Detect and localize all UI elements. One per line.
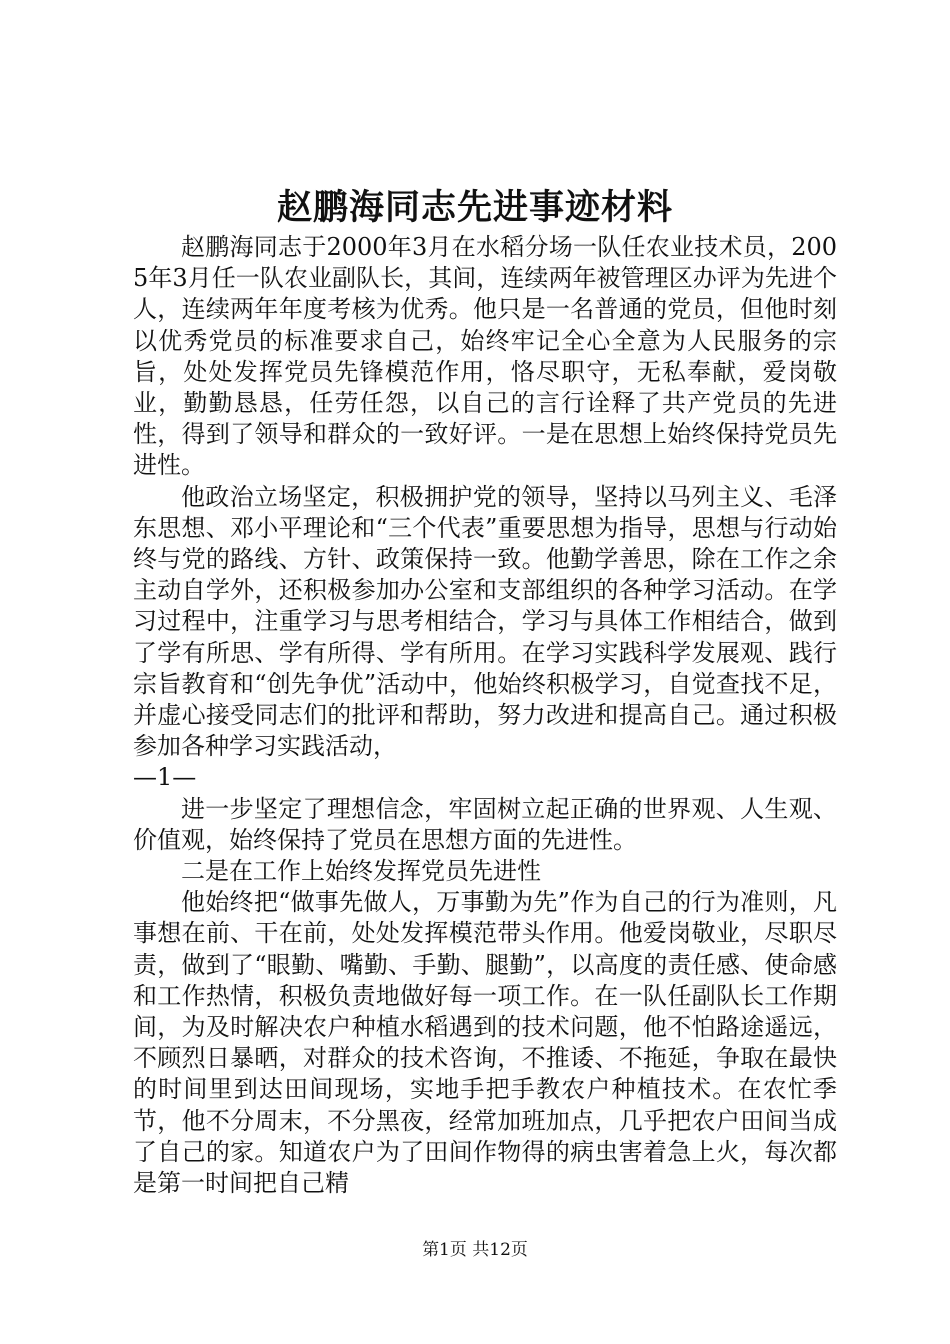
paragraph: 他政治立场坚定，积极拥护党的领导，坚持以马列主义、毛泽东思想、邓小平理论和“三个代表”重要思想为指导，思想与行动始终与党的路线、方针、政策保持一致。他勤学善思，除在工作之余主动自学外，还积极参加办公室和支部组织的各种学习活动。在学习过程中，注重学习与思考相结合，学习与具体工作相结合，做到了学有所思、学有所得、学有所用。在学习实践科学发展观、践行宗旨教育和“创先争优”活动中，他始终积极学习，自觉查找不足，并虚心接受同志们的批评和帮助，努力改进和提高自己。通过积极参加各种学习实践活动， — [133, 482, 837, 761]
section-heading: 二是在工作上始终发挥党员先进性 — [181, 857, 541, 886]
page-marker: —1— — [133, 763, 197, 792]
document-body — [133, 232, 837, 1199]
page-footer: 第1页 共12页 — [422, 1240, 528, 1260]
document-title: 赵鹏海同志先进事迹材料 — [276, 187, 673, 228]
paragraph: 赵鹏海同志于2000年3月在水稻分场一队任农业技术员，2005年3月任一队农业副队长，其间，连续两年被管理区办评为先进个人，连续两年年度考核为优秀。他只是一名普通的党员，但他时刻以优秀党员的标准要求自己，始终牢记全心全意为人民服务的宗旨，处处发挥党员先锋模范作用，恪尽职守，无私奉献，爱岗敬业，勤勤恳恳，任劳任怨，以自己的言行诠释了共产党员的先进性，得到了领导和群众的一致好评。一是在思想上始终保持党员先进性。 — [133, 233, 837, 480]
paragraph: 他始终把“做事先做人，万事勤为先”作为自己的行为准则，凡事想在前、干在前，处处发挥模范带头作用。他爱岗敬业，尽职尽责，做到了“眼勤、嘴勤、手勤、腿勤”，以高度的责任感、使命感和工作热情，积极负责地做好每一项工作。在一队任副队长工作期间，为及时解决农户种植水稻遇到的技术问题，他不怕路途遥远，不顾烈日暴晒，对群众的技术咨询，不推诿、不拖延，争取在最快的时间里到达田间现场，实地手把手教农户种植技术。在农忙季节，他不分周末，不分黑夜，经常加班加点，几乎把农户田间当成了自己的家。知道农户为了田间作物得的病虫害着急上火，每次都是第一时间把自己精 — [133, 888, 837, 1198]
paragraph: 进一步坚定了理想信念，牢固树立起正确的世界观、人生观、价值观，始终保持了党员在思想方面的先进性。 — [133, 794, 837, 854]
